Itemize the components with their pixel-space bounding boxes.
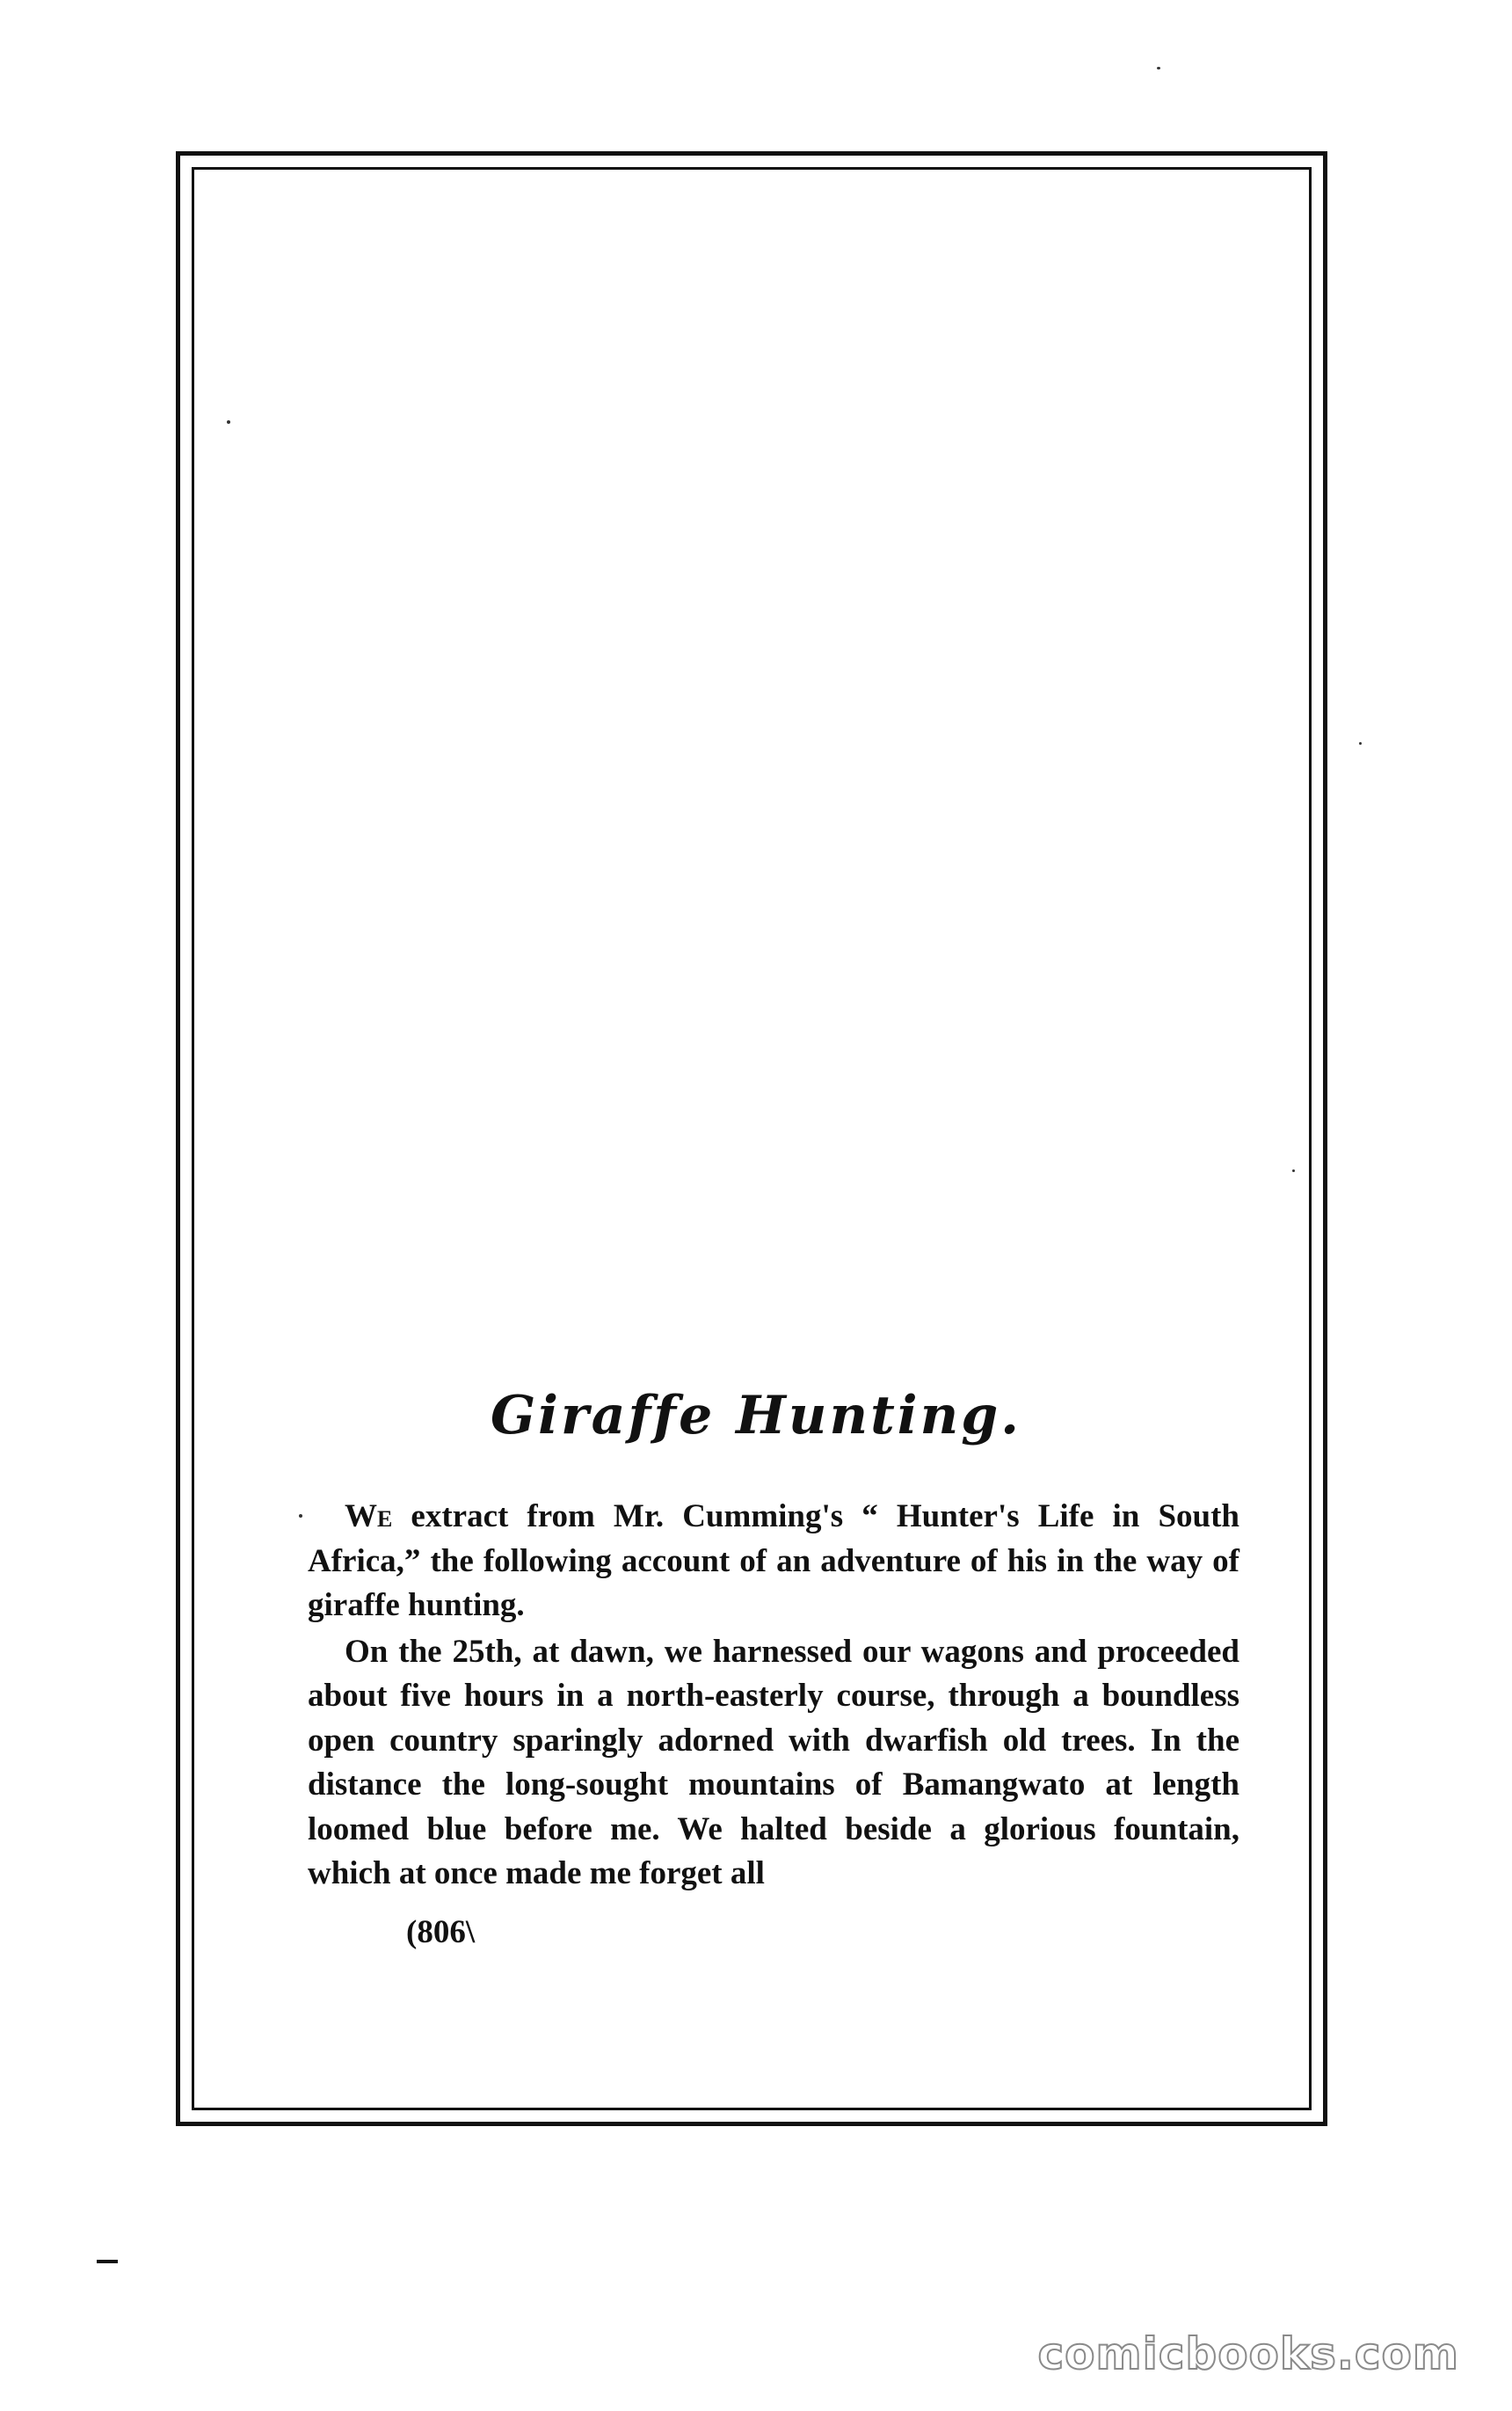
scan-mark: [97, 2260, 118, 2263]
scan-speck: [1292, 1169, 1295, 1172]
scan-speck: [227, 420, 230, 424]
watermark: comicbooks.com: [1037, 2328, 1459, 2379]
paragraph-2-text: On the 25th, at dawn, we harnessed our wagons and proceeded about five hours in a north-easterly course, through a boundless open country sparingly adorned with dwarfish old trees. In the distance the long-sought mountains of Bamangwato at length loomed blue before me. We halted beside a glorious fountain, which at once made me forget all: [308, 1633, 1239, 1891]
paragraph-2: [308, 1630, 1239, 1897]
page-title: Giraffe Hunting.: [490, 1385, 1022, 1446]
paragraph-1: [308, 1495, 1239, 1628]
scan-speck: [1157, 67, 1160, 69]
page-number: (806\: [406, 1914, 476, 1950]
scan-speck: [299, 1514, 302, 1518]
scan-speck: [1359, 742, 1362, 745]
paragraph-1-text: extract from Mr. Cumming's “ Hunter's Life in South Africa,” the following account of an adventure of his in the way of giraffe hunting.: [308, 1498, 1239, 1623]
paragraph-1-lead: We: [345, 1498, 393, 1534]
body-text: [308, 1495, 1239, 1897]
